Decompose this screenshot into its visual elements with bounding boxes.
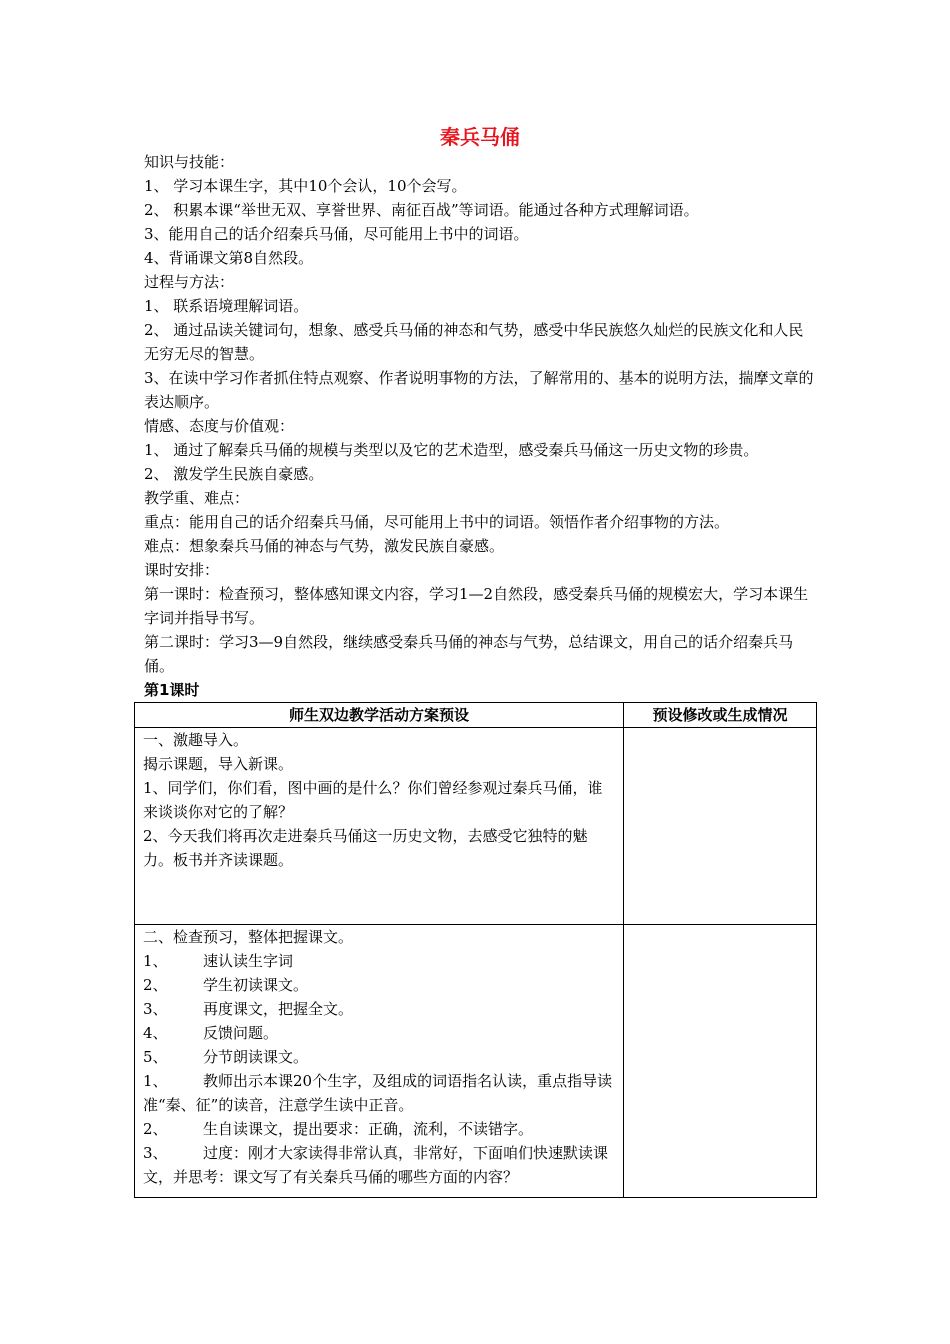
list-item-text: 过度：刚才大家读得非常认真，非常好，下面咱们快速默读课文，并思考：课文写了有关秦兵马俑的哪些方面的内容？: [143, 1144, 609, 1186]
intro-line: 知识与技能：: [144, 153, 235, 171]
list-item: [143, 1021, 615, 1045]
intro-line: 1、 学习本课生字，其中10个会认，10个会写。: [144, 177, 467, 195]
list-item: [143, 949, 615, 973]
intro-line: 2、 通过品读关键词句，想象、感受兵马俑的神态和气势，感受中华民族悠久灿烂的民族文化和人民无穷无尽的智慧。: [144, 321, 804, 363]
intro-line: 重点：能用自己的话介绍秦兵马俑，尽可能用上书中的词语。领悟作者介绍事物的方法。: [144, 513, 730, 531]
intro-line: 2、 积累本课“举世无双、享誉世界、南征百战”等词语。能通过各种方式理解词语。: [144, 201, 699, 219]
list-item-number: 1、: [143, 952, 168, 970]
list-item-text: 再度课文，把握全文。: [203, 1000, 354, 1018]
list-item-text: 分节朗读课文。: [203, 1048, 309, 1066]
intro-line: 2、 激发学生民族自豪感。: [144, 465, 324, 483]
table-row: [135, 925, 817, 1198]
section-1-line: 2、今天我们将再次走进秦兵马俑这一历史文物，去感受它独特的魅力。板书并齐读课题。: [143, 827, 588, 869]
list-item-number: 4、: [143, 1024, 168, 1042]
list-item-number: 5、: [143, 1048, 168, 1066]
list-item: [143, 997, 615, 1021]
document-page: [144, 0, 816, 1198]
intro-line: 1、 通过了解秦兵马俑的规模与类型以及它的艺术造型，感受秦兵马俑这一历史文物的珍贵。: [144, 441, 759, 459]
intro-line: 1、 联系语境理解词语。: [144, 297, 309, 315]
section-1-line: 一、激趣导入。: [143, 731, 249, 749]
list-item: [143, 1045, 615, 1069]
list-item-text: 学生初读课文。: [203, 976, 309, 994]
list-item-text: 速认读生字词: [203, 952, 294, 970]
list-item-number: 2、: [143, 976, 168, 994]
list-item: [143, 1117, 615, 1141]
list-item: [143, 973, 615, 997]
list-item: [143, 1141, 615, 1189]
table-row: [135, 728, 817, 925]
table-header-row: [135, 703, 817, 728]
intro-line: 3、能用自己的话介绍秦兵马俑，尽可能用上书中的词语。: [144, 225, 529, 243]
list-item-number: 3、: [143, 1000, 168, 1018]
intro-line: 难点：想象秦兵马俑的神态与气势，激发民族自豪感。: [144, 537, 505, 555]
intro-line: 3、在读中学习作者抓住特点观察、作者说明事物的方法，了解常用的、基本的说明方法，揣摩文章的表达顺序。: [144, 369, 814, 411]
lesson-heading: 第1课时: [144, 681, 200, 699]
section-1-line: 1、同学们，你们看，图中画的是什么？你们曾经参观过秦兵马俑，谁来谈谈你对它的了解？: [143, 779, 603, 821]
intro-line: 第二课时：学习3—9自然段，继续感受秦兵马俑的神态与气势，总结课文，用自己的话介绍秦兵马俑。: [144, 633, 794, 675]
intro-line: 第一课时：检查预习，整体感知课文内容，学习1—2自然段，感受秦兵马俑的规模宏大，学习本课生字词并指导书写。: [144, 585, 809, 627]
intro-section: [144, 150, 816, 678]
section-2-cell: [135, 925, 624, 1198]
revision-cell: [624, 728, 817, 925]
section-2-heading: 二、检查预习，整体把握课文。: [143, 928, 354, 946]
list-item-text: 教师出示本课20个生字，及组成的词语指名认读，重点指导读准“秦、征”的读音，注意学生读中正音。: [143, 1072, 613, 1114]
intro-line: 情感、态度与价值观：: [144, 417, 295, 435]
list-item-number: 2、: [143, 1120, 168, 1138]
intro-line: 过程与方法：: [144, 273, 235, 291]
revision-cell: [624, 925, 817, 1198]
document-title: 秦兵马俑: [440, 125, 520, 149]
lesson-plan-table: [134, 702, 817, 1198]
list-item: [143, 1069, 615, 1117]
section-1-line: 揭示课题，导入新课。: [143, 755, 294, 773]
intro-line: 教学重、难点：: [144, 489, 250, 507]
section-2-items: [143, 949, 615, 1189]
list-item-text: 反馈问题。: [203, 1024, 279, 1042]
header-activity: 师生双边教学活动方案预设: [135, 703, 624, 728]
intro-line: 4、背诵课文第8自然段。: [144, 249, 314, 267]
intro-line: 课时安排：: [144, 561, 220, 579]
list-item-number: 1、: [143, 1072, 168, 1090]
header-revision: 预设修改或生成情况: [624, 703, 817, 728]
list-item-number: 3、: [143, 1144, 168, 1162]
section-1-cell: [135, 728, 624, 925]
list-item-text: 生自读课文，提出要求：正确，流利，不读错字。: [203, 1120, 534, 1138]
